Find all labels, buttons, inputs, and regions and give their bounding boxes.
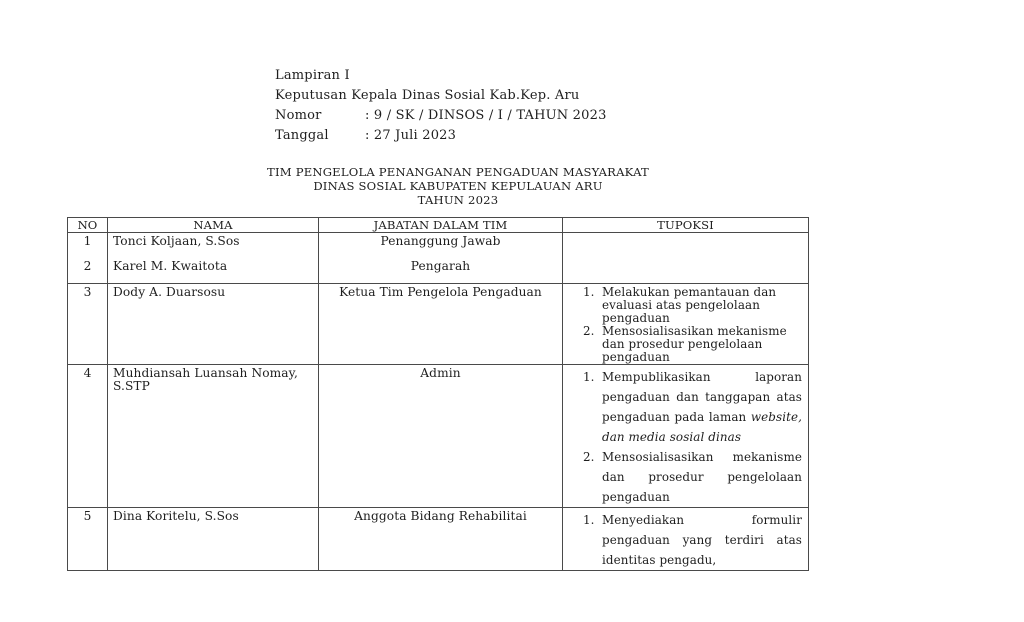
tupoksi-item-number: 2. [583, 450, 595, 464]
tupoksi-item-number: 1. [583, 285, 595, 299]
cell-no: 4 [68, 365, 108, 508]
tupoksi-item-text: Menyediakan formulir pengaduan yang terdiri atas identitas pengadu, [602, 513, 802, 567]
member-name: Tonci Koljaan, S.Sos [113, 234, 240, 248]
tupoksi-item [583, 510, 802, 570]
member-role: Pengarah [410, 259, 471, 273]
nomor-label: Nomor [275, 108, 322, 123]
tanggal-label: Tanggal [275, 128, 329, 143]
keputusan-line: Keputusan Kepala Dinas Sosial Kab.Kep. Aru [275, 88, 580, 103]
tupoksi-item-text: Melakukan pemantauan dan evaluasi atas pengelolaan pengaduan [602, 285, 777, 325]
table-row-3 [68, 284, 809, 365]
tupoksi-item-number: 1. [583, 513, 595, 527]
tupoksi-item [583, 447, 802, 507]
title-line-1: TIM PENGELOLA PENANGANAN PENGADUAN MASYARAKAT [267, 165, 649, 179]
header-tupoksi: TUPOKSI [563, 218, 809, 233]
cell-jabatan: Anggota Bidang Rehabilitai [319, 508, 563, 571]
tupoksi-item-text: Mensosialisasikan mekanisme dan prosedur pengelolaan pengaduan [602, 450, 802, 504]
tupoksi-item-text [602, 367, 802, 447]
tupoksi-item-number: 1. [583, 370, 595, 384]
row-number: 1 [83, 234, 92, 248]
cell-no [68, 233, 108, 284]
team-table [67, 217, 809, 571]
cell-jabatan: Admin [319, 365, 563, 508]
cell-no: 3 [68, 284, 108, 365]
letterhead [275, 66, 607, 146]
tanggal-value: : 27 Juli 2023 [365, 128, 457, 143]
header-no: NO [68, 218, 108, 233]
tanggal-line [275, 126, 607, 146]
cell-jabatan [319, 233, 563, 284]
header-nama: NAMA [108, 218, 319, 233]
cell-tupoksi [563, 284, 809, 365]
cell-nama [108, 233, 319, 284]
title-line-2: DINAS SOSIAL KABUPATEN KEPULAUAN ARU [313, 178, 603, 193]
tupoksi-item [583, 367, 802, 447]
cell-tupoksi [563, 508, 809, 571]
cell-nama: Muhdiansah Luansah Nomay, S.STP [108, 365, 319, 508]
nomor-value: : 9 / SK / DINSOS / I / TAHUN 2023 [365, 108, 607, 123]
title-line-3: TAHUN 2023 [417, 192, 499, 207]
row-number: 2 [83, 259, 92, 273]
document-title [62, 166, 854, 207]
cell-nama: Dina Koritelu, S.Sos [108, 508, 319, 571]
tupoksi-item [583, 286, 802, 325]
lampiran-line: Lampiran I [275, 68, 350, 83]
cell-no: 5 [68, 508, 108, 571]
cell-tupoksi-empty [563, 233, 809, 284]
member-name: Karel M. Kwaitota [113, 259, 228, 273]
cell-jabatan: Ketua Tim Pengelola Pengaduan [319, 284, 563, 365]
tupoksi-item [583, 325, 802, 364]
nomor-line [275, 106, 607, 126]
cell-tupoksi [563, 365, 809, 508]
table-row-5 [68, 508, 809, 571]
table-header-row [68, 218, 809, 233]
tupoksi-item-text: Mensosialisasikan mekanisme dan prosedur pengelolaan pengaduan [602, 324, 787, 364]
header-jabatan: JABATAN DALAM TIM [319, 218, 563, 233]
tupoksi-item-number: 2. [583, 324, 595, 338]
member-role: Penanggung Jawab [380, 234, 501, 248]
table-row-4 [68, 365, 809, 508]
tupoksi-text-italic: website, dan media sosial dinas [602, 410, 802, 444]
cell-nama: Dody A. Duarsosu [108, 284, 319, 365]
tupoksi-text-regular: Mempublikasikan laporan pengaduan dan tanggapan atas pengaduan pada laman [602, 370, 802, 424]
table-row-1-2 [68, 233, 809, 284]
